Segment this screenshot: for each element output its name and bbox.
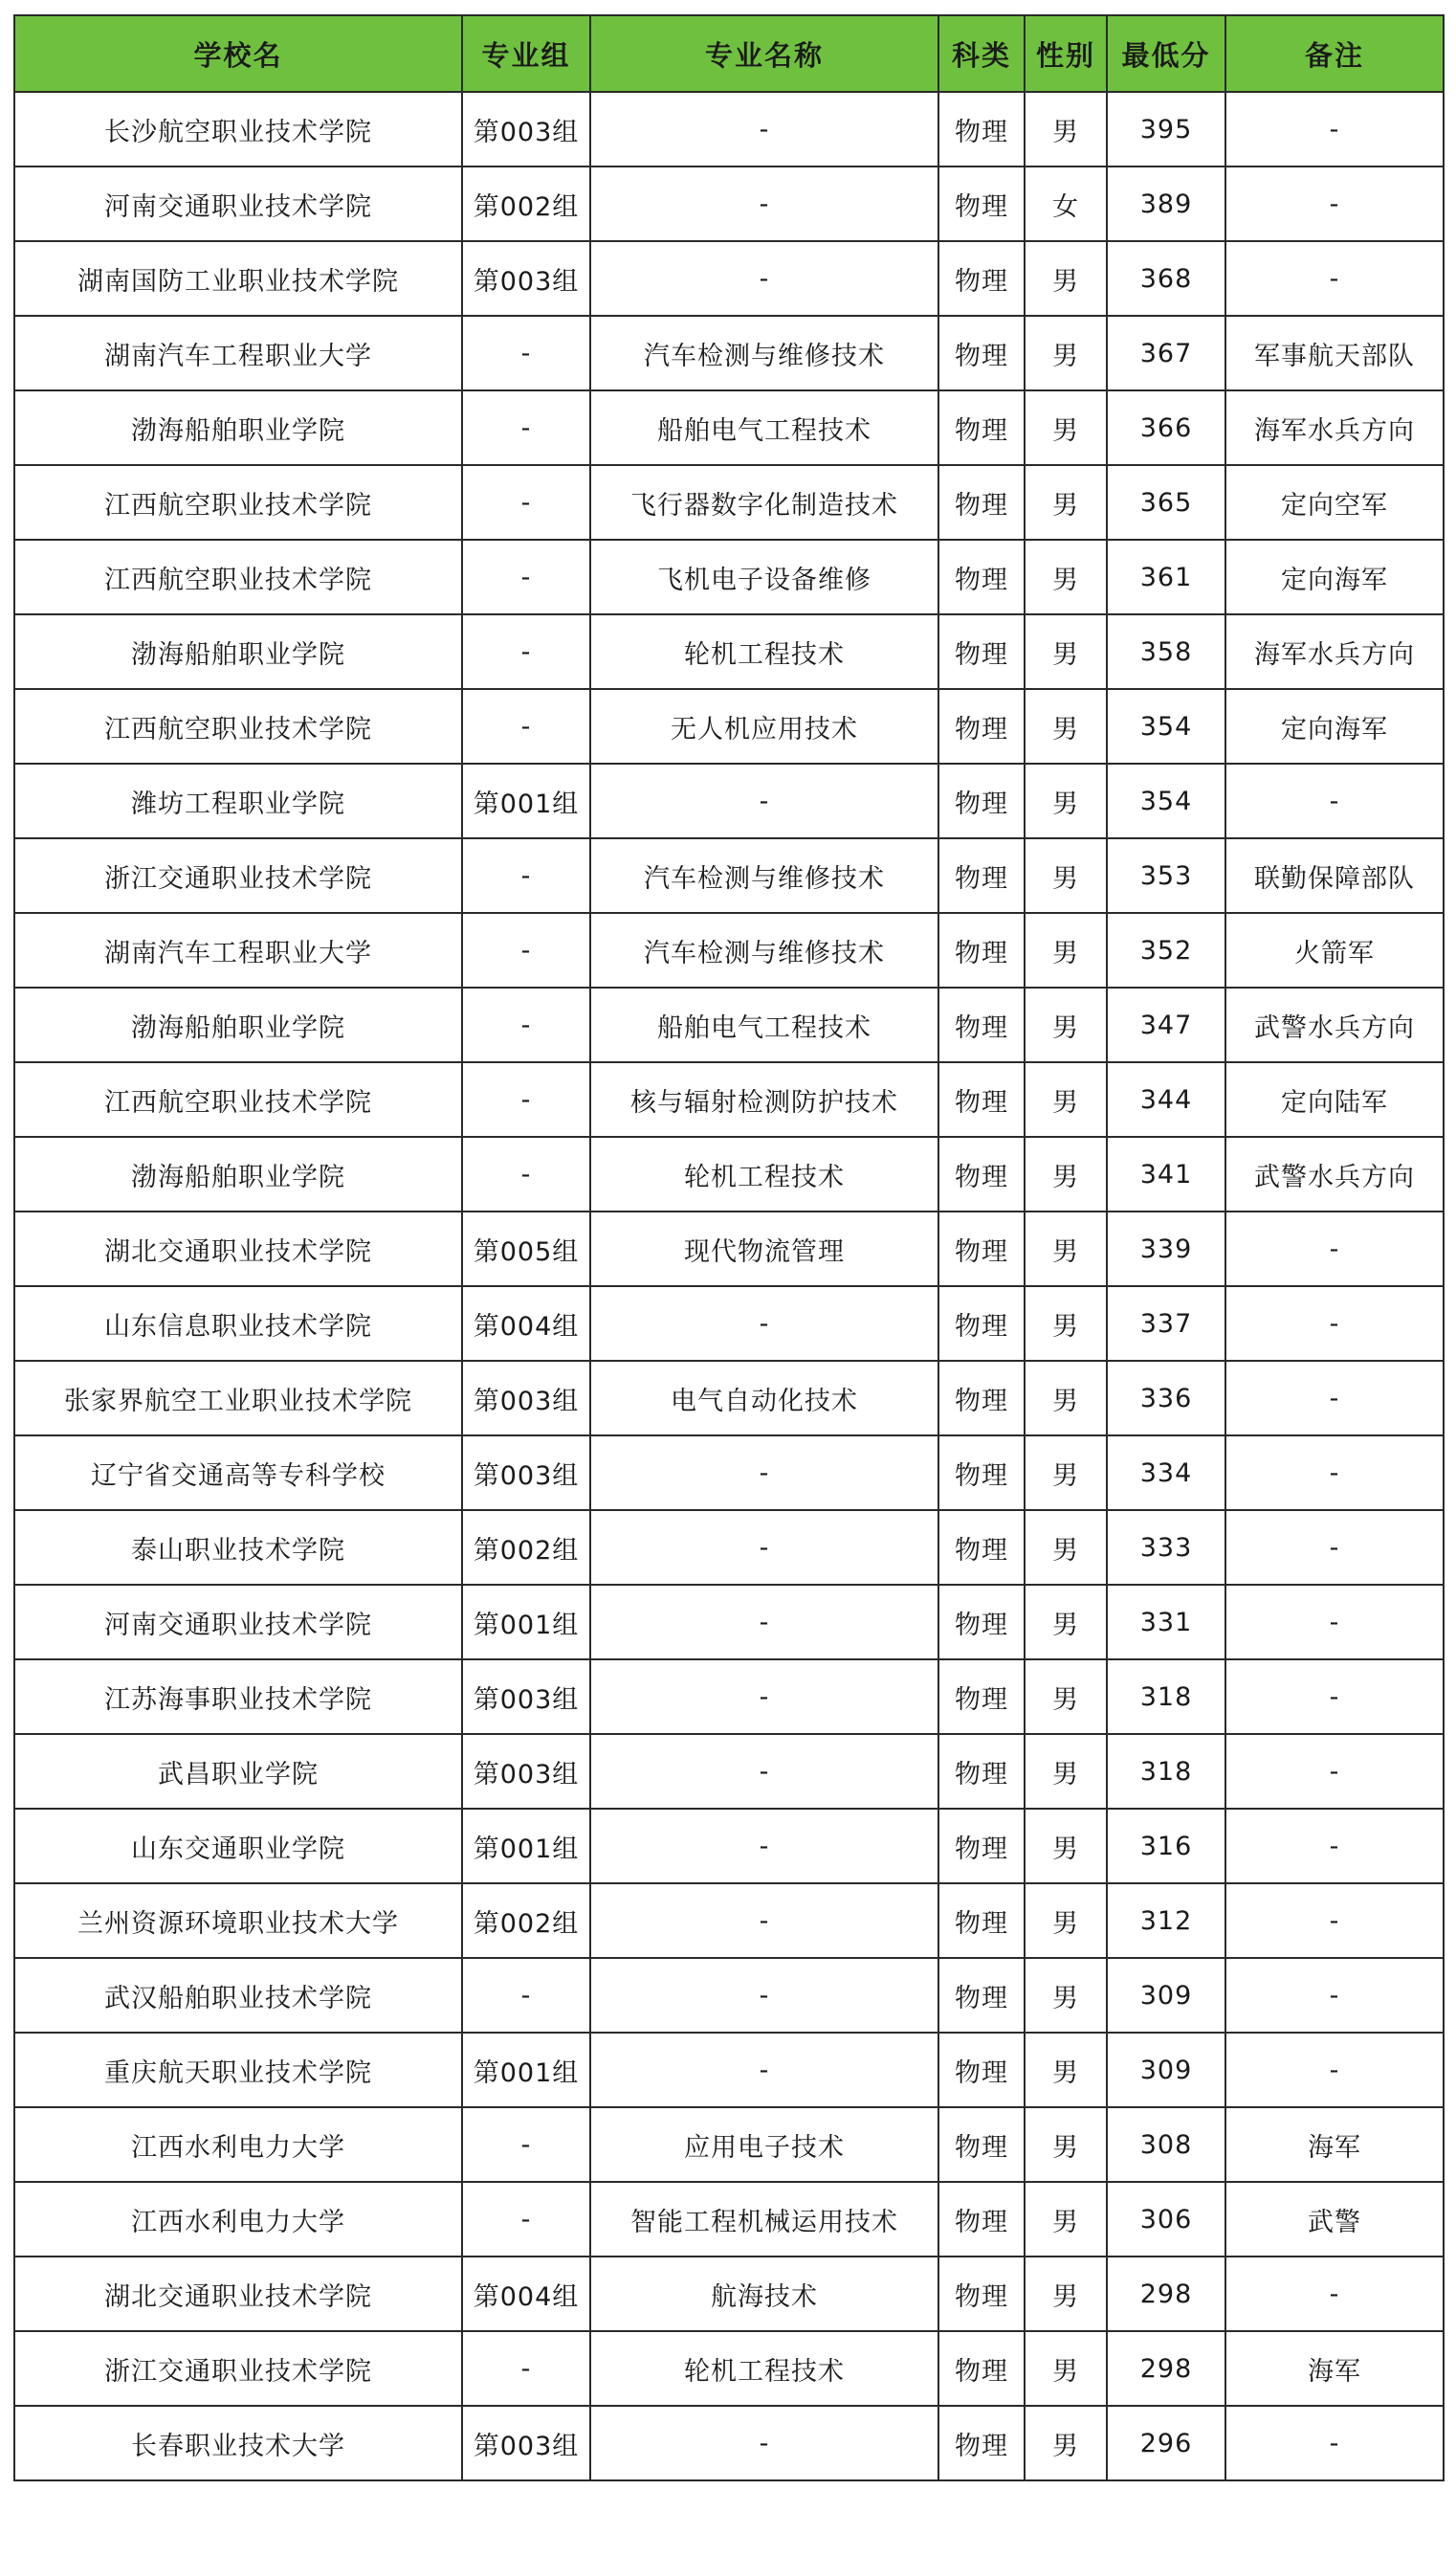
remarks-cell: -	[1225, 764, 1444, 838]
major-group-cell: -	[462, 2107, 590, 2182]
min-score-cell: 367	[1107, 316, 1225, 390]
remarks-cell: 定向陆军	[1225, 1062, 1444, 1137]
table-row	[14, 2406, 1444, 2480]
header-gender: 性别	[1025, 15, 1107, 92]
gender-cell: 男	[1025, 614, 1107, 689]
school-name-cell: 渤海船舶职业学院	[14, 614, 462, 689]
school-name-cell: 湖南汽车工程职业大学	[14, 316, 462, 390]
major-group-cell: -	[462, 988, 590, 1062]
major-group-cell: -	[462, 465, 590, 540]
subject-type-cell: 物理	[938, 2033, 1025, 2107]
gender-cell: 女	[1025, 167, 1107, 241]
remarks-cell: -	[1225, 167, 1444, 241]
school-name-cell: 重庆航天职业技术学院	[14, 2033, 462, 2107]
major-name-cell: 轮机工程技术	[590, 614, 938, 689]
major-name-cell: 轮机工程技术	[590, 1137, 938, 1212]
table-row	[14, 913, 1444, 988]
remarks-cell: 武警水兵方向	[1225, 1137, 1444, 1212]
min-score-cell: 333	[1107, 1510, 1225, 1585]
gender-cell: 男	[1025, 1212, 1107, 1286]
major-name-cell: -	[590, 764, 938, 838]
school-name-cell: 山东信息职业技术学院	[14, 1286, 462, 1361]
table-row	[14, 540, 1444, 614]
major-group-cell: 第002组	[462, 1883, 590, 1958]
major-name-cell: -	[590, 2406, 938, 2480]
school-name-cell: 湖南国防工业职业技术学院	[14, 241, 462, 316]
major-name-cell: 应用电子技术	[590, 2107, 938, 2182]
subject-type-cell: 物理	[938, 1137, 1025, 1212]
gender-cell: 男	[1025, 1286, 1107, 1361]
table-row	[14, 764, 1444, 838]
major-group-cell: 第003组	[462, 1361, 590, 1435]
admission-score-table	[13, 14, 1445, 2481]
major-group-cell: -	[462, 2331, 590, 2406]
subject-type-cell: 物理	[938, 2331, 1025, 2406]
table-body	[14, 92, 1444, 2480]
major-name-cell: 汽车检测与维修技术	[590, 316, 938, 390]
school-name-cell: 江西水利电力大学	[14, 2107, 462, 2182]
school-name-cell: 渤海船舶职业学院	[14, 988, 462, 1062]
remarks-cell: -	[1225, 1510, 1444, 1585]
header-row	[14, 15, 1444, 92]
major-group-cell: -	[462, 1062, 590, 1137]
gender-cell: 男	[1025, 1435, 1107, 1510]
min-score-cell: 334	[1107, 1435, 1225, 1510]
admission-table-container	[13, 14, 1445, 2481]
major-name-cell: 无人机应用技术	[590, 689, 938, 764]
school-name-cell: 江苏海事职业技术学院	[14, 1659, 462, 1734]
gender-cell: 男	[1025, 316, 1107, 390]
min-score-cell: 344	[1107, 1062, 1225, 1137]
major-group-cell: 第001组	[462, 2033, 590, 2107]
major-name-cell: 飞机电子设备维修	[590, 540, 938, 614]
table-row	[14, 1435, 1444, 1510]
min-score-cell: 358	[1107, 614, 1225, 689]
major-name-cell: -	[590, 2033, 938, 2107]
major-name-cell: 智能工程机械运用技术	[590, 2182, 938, 2257]
major-name-cell: -	[590, 1435, 938, 1510]
table-row	[14, 1958, 1444, 2033]
min-score-cell: 354	[1107, 764, 1225, 838]
major-name-cell: 汽车检测与维修技术	[590, 838, 938, 913]
major-group-cell: 第003组	[462, 1734, 590, 1809]
min-score-cell: 312	[1107, 1883, 1225, 1958]
major-group-cell: -	[462, 689, 590, 764]
min-score-cell: 339	[1107, 1212, 1225, 1286]
table-row	[14, 988, 1444, 1062]
major-name-cell: -	[590, 1286, 938, 1361]
major-name-cell: -	[590, 92, 938, 167]
remarks-cell: 联勤保障部队	[1225, 838, 1444, 913]
min-score-cell: 316	[1107, 1809, 1225, 1883]
subject-type-cell: 物理	[938, 2257, 1025, 2331]
subject-type-cell: 物理	[938, 1585, 1025, 1659]
gender-cell: 男	[1025, 764, 1107, 838]
table-row	[14, 614, 1444, 689]
subject-type-cell: 物理	[938, 167, 1025, 241]
min-score-cell: 337	[1107, 1286, 1225, 1361]
gender-cell: 男	[1025, 1809, 1107, 1883]
remarks-cell: 武警水兵方向	[1225, 988, 1444, 1062]
major-group-cell: -	[462, 838, 590, 913]
major-group-cell: -	[462, 1137, 590, 1212]
major-name-cell: -	[590, 1659, 938, 1734]
remarks-cell: 海军	[1225, 2107, 1444, 2182]
major-name-cell: -	[590, 241, 938, 316]
header-school-name: 学校名	[14, 15, 462, 92]
subject-type-cell: 物理	[938, 913, 1025, 988]
gender-cell: 男	[1025, 540, 1107, 614]
header-subject-type: 科类	[938, 15, 1025, 92]
major-name-cell: 电气自动化技术	[590, 1361, 938, 1435]
min-score-cell: 318	[1107, 1659, 1225, 1734]
subject-type-cell: 物理	[938, 1286, 1025, 1361]
remarks-cell: 武警	[1225, 2182, 1444, 2257]
gender-cell: 男	[1025, 2182, 1107, 2257]
gender-cell: 男	[1025, 1585, 1107, 1659]
table-row	[14, 390, 1444, 465]
remarks-cell: -	[1225, 1435, 1444, 1510]
remarks-cell: 定向海军	[1225, 540, 1444, 614]
remarks-cell: -	[1225, 1361, 1444, 1435]
subject-type-cell: 物理	[938, 838, 1025, 913]
table-row	[14, 1734, 1444, 1809]
table-row	[14, 2033, 1444, 2107]
gender-cell: 男	[1025, 1361, 1107, 1435]
remarks-cell: -	[1225, 1585, 1444, 1659]
major-group-cell: -	[462, 1958, 590, 2033]
table-row	[14, 1809, 1444, 1883]
gender-cell: 男	[1025, 465, 1107, 540]
gender-cell: 男	[1025, 1510, 1107, 1585]
major-group-cell: -	[462, 614, 590, 689]
min-score-cell: 298	[1107, 2257, 1225, 2331]
school-name-cell: 河南交通职业技术学院	[14, 167, 462, 241]
min-score-cell: 368	[1107, 241, 1225, 316]
subject-type-cell: 物理	[938, 1734, 1025, 1809]
major-name-cell: -	[590, 1510, 938, 1585]
table-row	[14, 167, 1444, 241]
subject-type-cell: 物理	[938, 1809, 1025, 1883]
header-major-name: 专业名称	[590, 15, 938, 92]
school-name-cell: 浙江交通职业技术学院	[14, 2331, 462, 2406]
header-remarks: 备注	[1225, 15, 1444, 92]
major-name-cell: 飞行器数字化制造技术	[590, 465, 938, 540]
table-row	[14, 1286, 1444, 1361]
gender-cell: 男	[1025, 241, 1107, 316]
subject-type-cell: 物理	[938, 1958, 1025, 2033]
school-name-cell: 江西水利电力大学	[14, 2182, 462, 2257]
major-name-cell: -	[590, 1585, 938, 1659]
gender-cell: 男	[1025, 2257, 1107, 2331]
school-name-cell: 山东交通职业学院	[14, 1809, 462, 1883]
subject-type-cell: 物理	[938, 764, 1025, 838]
major-group-cell: 第003组	[462, 92, 590, 167]
subject-type-cell: 物理	[938, 465, 1025, 540]
subject-type-cell: 物理	[938, 1435, 1025, 1510]
subject-type-cell: 物理	[938, 1212, 1025, 1286]
subject-type-cell: 物理	[938, 540, 1025, 614]
major-name-cell: 船舶电气工程技术	[590, 988, 938, 1062]
min-score-cell: 366	[1107, 390, 1225, 465]
major-group-cell: 第003组	[462, 1435, 590, 1510]
major-group-cell: -	[462, 390, 590, 465]
remarks-cell: 军事航天部队	[1225, 316, 1444, 390]
gender-cell: 男	[1025, 1659, 1107, 1734]
subject-type-cell: 物理	[938, 316, 1025, 390]
gender-cell: 男	[1025, 1137, 1107, 1212]
school-name-cell: 河南交通职业技术学院	[14, 1585, 462, 1659]
subject-type-cell: 物理	[938, 2406, 1025, 2480]
min-score-cell: 331	[1107, 1585, 1225, 1659]
table-row	[14, 1062, 1444, 1137]
major-name-cell: -	[590, 167, 938, 241]
min-score-cell: 308	[1107, 2107, 1225, 2182]
school-name-cell: 武昌职业学院	[14, 1734, 462, 1809]
school-name-cell: 长沙航空职业技术学院	[14, 92, 462, 167]
school-name-cell: 湖南汽车工程职业大学	[14, 913, 462, 988]
min-score-cell: 365	[1107, 465, 1225, 540]
subject-type-cell: 物理	[938, 2182, 1025, 2257]
school-name-cell: 渤海船舶职业学院	[14, 1137, 462, 1212]
gender-cell: 男	[1025, 838, 1107, 913]
school-name-cell: 兰州资源环境职业技术大学	[14, 1883, 462, 1958]
school-name-cell: 张家界航空工业职业技术学院	[14, 1361, 462, 1435]
subject-type-cell: 物理	[938, 1883, 1025, 1958]
school-name-cell: 江西航空职业技术学院	[14, 1062, 462, 1137]
school-name-cell: 渤海船舶职业学院	[14, 390, 462, 465]
header-major-group: 专业组	[462, 15, 590, 92]
min-score-cell: 306	[1107, 2182, 1225, 2257]
remarks-cell: -	[1225, 1734, 1444, 1809]
min-score-cell: 296	[1107, 2406, 1225, 2480]
header-min-score: 最低分	[1107, 15, 1225, 92]
remarks-cell: -	[1225, 1958, 1444, 2033]
gender-cell: 男	[1025, 689, 1107, 764]
major-group-cell: 第002组	[462, 1510, 590, 1585]
remarks-cell: 定向海军	[1225, 689, 1444, 764]
table-row	[14, 92, 1444, 167]
school-name-cell: 湖北交通职业技术学院	[14, 1212, 462, 1286]
table-row	[14, 1137, 1444, 1212]
table-row	[14, 2107, 1444, 2182]
subject-type-cell: 物理	[938, 1659, 1025, 1734]
major-group-cell: 第003组	[462, 1659, 590, 1734]
major-group-cell: 第002组	[462, 167, 590, 241]
min-score-cell: 353	[1107, 838, 1225, 913]
subject-type-cell: 物理	[938, 390, 1025, 465]
major-group-cell: 第005组	[462, 1212, 590, 1286]
table-row	[14, 1585, 1444, 1659]
gender-cell: 男	[1025, 1883, 1107, 1958]
gender-cell: 男	[1025, 988, 1107, 1062]
remarks-cell: -	[1225, 92, 1444, 167]
major-name-cell: 核与辐射检测防护技术	[590, 1062, 938, 1137]
remarks-cell: 海军水兵方向	[1225, 390, 1444, 465]
table-row	[14, 1212, 1444, 1286]
table-row	[14, 241, 1444, 316]
remarks-cell: -	[1225, 1883, 1444, 1958]
table-row	[14, 1883, 1444, 1958]
major-name-cell: -	[590, 1958, 938, 2033]
school-name-cell: 江西航空职业技术学院	[14, 689, 462, 764]
subject-type-cell: 物理	[938, 1510, 1025, 1585]
major-group-cell: 第003组	[462, 241, 590, 316]
table-row	[14, 838, 1444, 913]
major-group-cell: 第004组	[462, 1286, 590, 1361]
school-name-cell: 长春职业技术大学	[14, 2406, 462, 2480]
min-score-cell: 309	[1107, 2033, 1225, 2107]
subject-type-cell: 物理	[938, 1361, 1025, 1435]
school-name-cell: 潍坊工程职业学院	[14, 764, 462, 838]
school-name-cell: 浙江交通职业技术学院	[14, 838, 462, 913]
table-row	[14, 2182, 1444, 2257]
min-score-cell: 354	[1107, 689, 1225, 764]
min-score-cell: 298	[1107, 2331, 1225, 2406]
min-score-cell: 341	[1107, 1137, 1225, 1212]
major-name-cell: 现代物流管理	[590, 1212, 938, 1286]
remarks-cell: -	[1225, 1659, 1444, 1734]
gender-cell: 男	[1025, 1062, 1107, 1137]
min-score-cell: 347	[1107, 988, 1225, 1062]
table-row	[14, 1659, 1444, 1734]
school-name-cell: 辽宁省交通高等专科学校	[14, 1435, 462, 1510]
subject-type-cell: 物理	[938, 241, 1025, 316]
major-name-cell: 轮机工程技术	[590, 2331, 938, 2406]
major-group-cell: 第004组	[462, 2257, 590, 2331]
major-group-cell: 第001组	[462, 1585, 590, 1659]
subject-type-cell: 物理	[938, 1062, 1025, 1137]
table-row	[14, 316, 1444, 390]
major-name-cell: -	[590, 1734, 938, 1809]
remarks-cell: -	[1225, 2257, 1444, 2331]
gender-cell: 男	[1025, 2033, 1107, 2107]
major-name-cell: 航海技术	[590, 2257, 938, 2331]
major-group-cell: -	[462, 913, 590, 988]
min-score-cell: 318	[1107, 1734, 1225, 1809]
major-name-cell: -	[590, 1809, 938, 1883]
subject-type-cell: 物理	[938, 92, 1025, 167]
remarks-cell: -	[1225, 241, 1444, 316]
subject-type-cell: 物理	[938, 988, 1025, 1062]
min-score-cell: 309	[1107, 1958, 1225, 2033]
min-score-cell: 352	[1107, 913, 1225, 988]
remarks-cell: -	[1225, 1809, 1444, 1883]
major-group-cell: 第001组	[462, 1809, 590, 1883]
min-score-cell: 361	[1107, 540, 1225, 614]
gender-cell: 男	[1025, 913, 1107, 988]
table-row	[14, 689, 1444, 764]
remarks-cell: 定向空军	[1225, 465, 1444, 540]
major-group-cell: -	[462, 540, 590, 614]
major-name-cell: 船舶电气工程技术	[590, 390, 938, 465]
table-header	[14, 15, 1444, 92]
table-row	[14, 1510, 1444, 1585]
school-name-cell: 湖北交通职业技术学院	[14, 2257, 462, 2331]
major-group-cell: -	[462, 2182, 590, 2257]
remarks-cell: -	[1225, 1212, 1444, 1286]
gender-cell: 男	[1025, 1734, 1107, 1809]
gender-cell: 男	[1025, 92, 1107, 167]
subject-type-cell: 物理	[938, 2107, 1025, 2182]
gender-cell: 男	[1025, 2406, 1107, 2480]
table-row	[14, 465, 1444, 540]
school-name-cell: 武汉船舶职业技术学院	[14, 1958, 462, 2033]
school-name-cell: 江西航空职业技术学院	[14, 465, 462, 540]
min-score-cell: 336	[1107, 1361, 1225, 1435]
remarks-cell: -	[1225, 1286, 1444, 1361]
major-group-cell: -	[462, 316, 590, 390]
table-row	[14, 1361, 1444, 1435]
table-row	[14, 2331, 1444, 2406]
remarks-cell: 海军水兵方向	[1225, 614, 1444, 689]
subject-type-cell: 物理	[938, 614, 1025, 689]
min-score-cell: 395	[1107, 92, 1225, 167]
min-score-cell: 389	[1107, 167, 1225, 241]
school-name-cell: 泰山职业技术学院	[14, 1510, 462, 1585]
major-name-cell: -	[590, 1883, 938, 1958]
major-name-cell: 汽车检测与维修技术	[590, 913, 938, 988]
major-group-cell: 第001组	[462, 764, 590, 838]
major-group-cell: 第003组	[462, 2406, 590, 2480]
gender-cell: 男	[1025, 390, 1107, 465]
remarks-cell: 海军	[1225, 2331, 1444, 2406]
school-name-cell: 江西航空职业技术学院	[14, 540, 462, 614]
remarks-cell: -	[1225, 2406, 1444, 2480]
gender-cell: 男	[1025, 1958, 1107, 2033]
subject-type-cell: 物理	[938, 689, 1025, 764]
gender-cell: 男	[1025, 2331, 1107, 2406]
table-row	[14, 2257, 1444, 2331]
remarks-cell: -	[1225, 2033, 1444, 2107]
remarks-cell: 火箭军	[1225, 913, 1444, 988]
gender-cell: 男	[1025, 2107, 1107, 2182]
